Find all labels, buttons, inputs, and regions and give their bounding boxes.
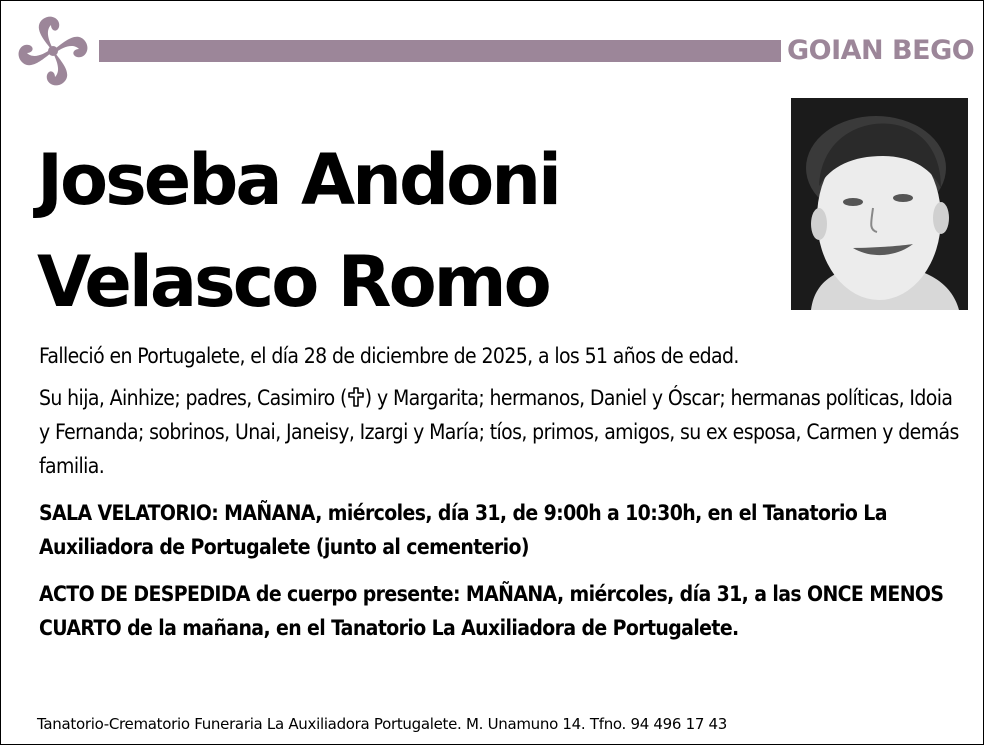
footer-funeral-home: Tanatorio-Crematorio Funeraria La Auxiliadora Portugalete. M. Unamuno 14. Tfno. 94 496 17 43 [37, 715, 728, 733]
cross-icon [347, 384, 365, 406]
family-text-part-1: Su hija, Ainhize; padres, Casimiro ( [39, 386, 347, 410]
farewell-info: ACTO DE DESPEDIDA de cuerpo presente: MAÑANA, miércoles, día 31, a las ONCE MENOS CUARTO de la mañana, en el Tanatorio La Auxiliadora de Portugalete. [39, 582, 944, 640]
brand-name: GOIAN BEGO [787, 35, 975, 66]
deceased-name [37, 129, 777, 333]
wake-info: SALA VELATORIO: MAÑANA, miércoles, día 31, de 9:00h a 10:30h, en el Tanatorio La Auxiliadora de Portugalete (junto al cementerio) [39, 501, 887, 559]
header-bar [99, 40, 781, 62]
family-text-part-2: ) y Margarita; hermanos, Daniel y Óscar; hermanas políticas, Idoia y Fernanda; sobrinos, Unai, Janeisy, Izargi y María; tíos, primos, amigos, su ex esposa, Carmen y demás familia. [39, 386, 959, 478]
portrait-photo [791, 98, 968, 310]
portrait-illustration [791, 98, 968, 310]
lauburu-icon [13, 13, 93, 88]
name-line-1: Joseba Andoni [37, 139, 560, 221]
family-list [39, 381, 959, 483]
death-notice: Falleció en Portugalete, el día 28 de diciembre de 2025, a los 51 años de edad. [39, 344, 739, 368]
name-line-2: Velasco Romo [37, 241, 549, 323]
